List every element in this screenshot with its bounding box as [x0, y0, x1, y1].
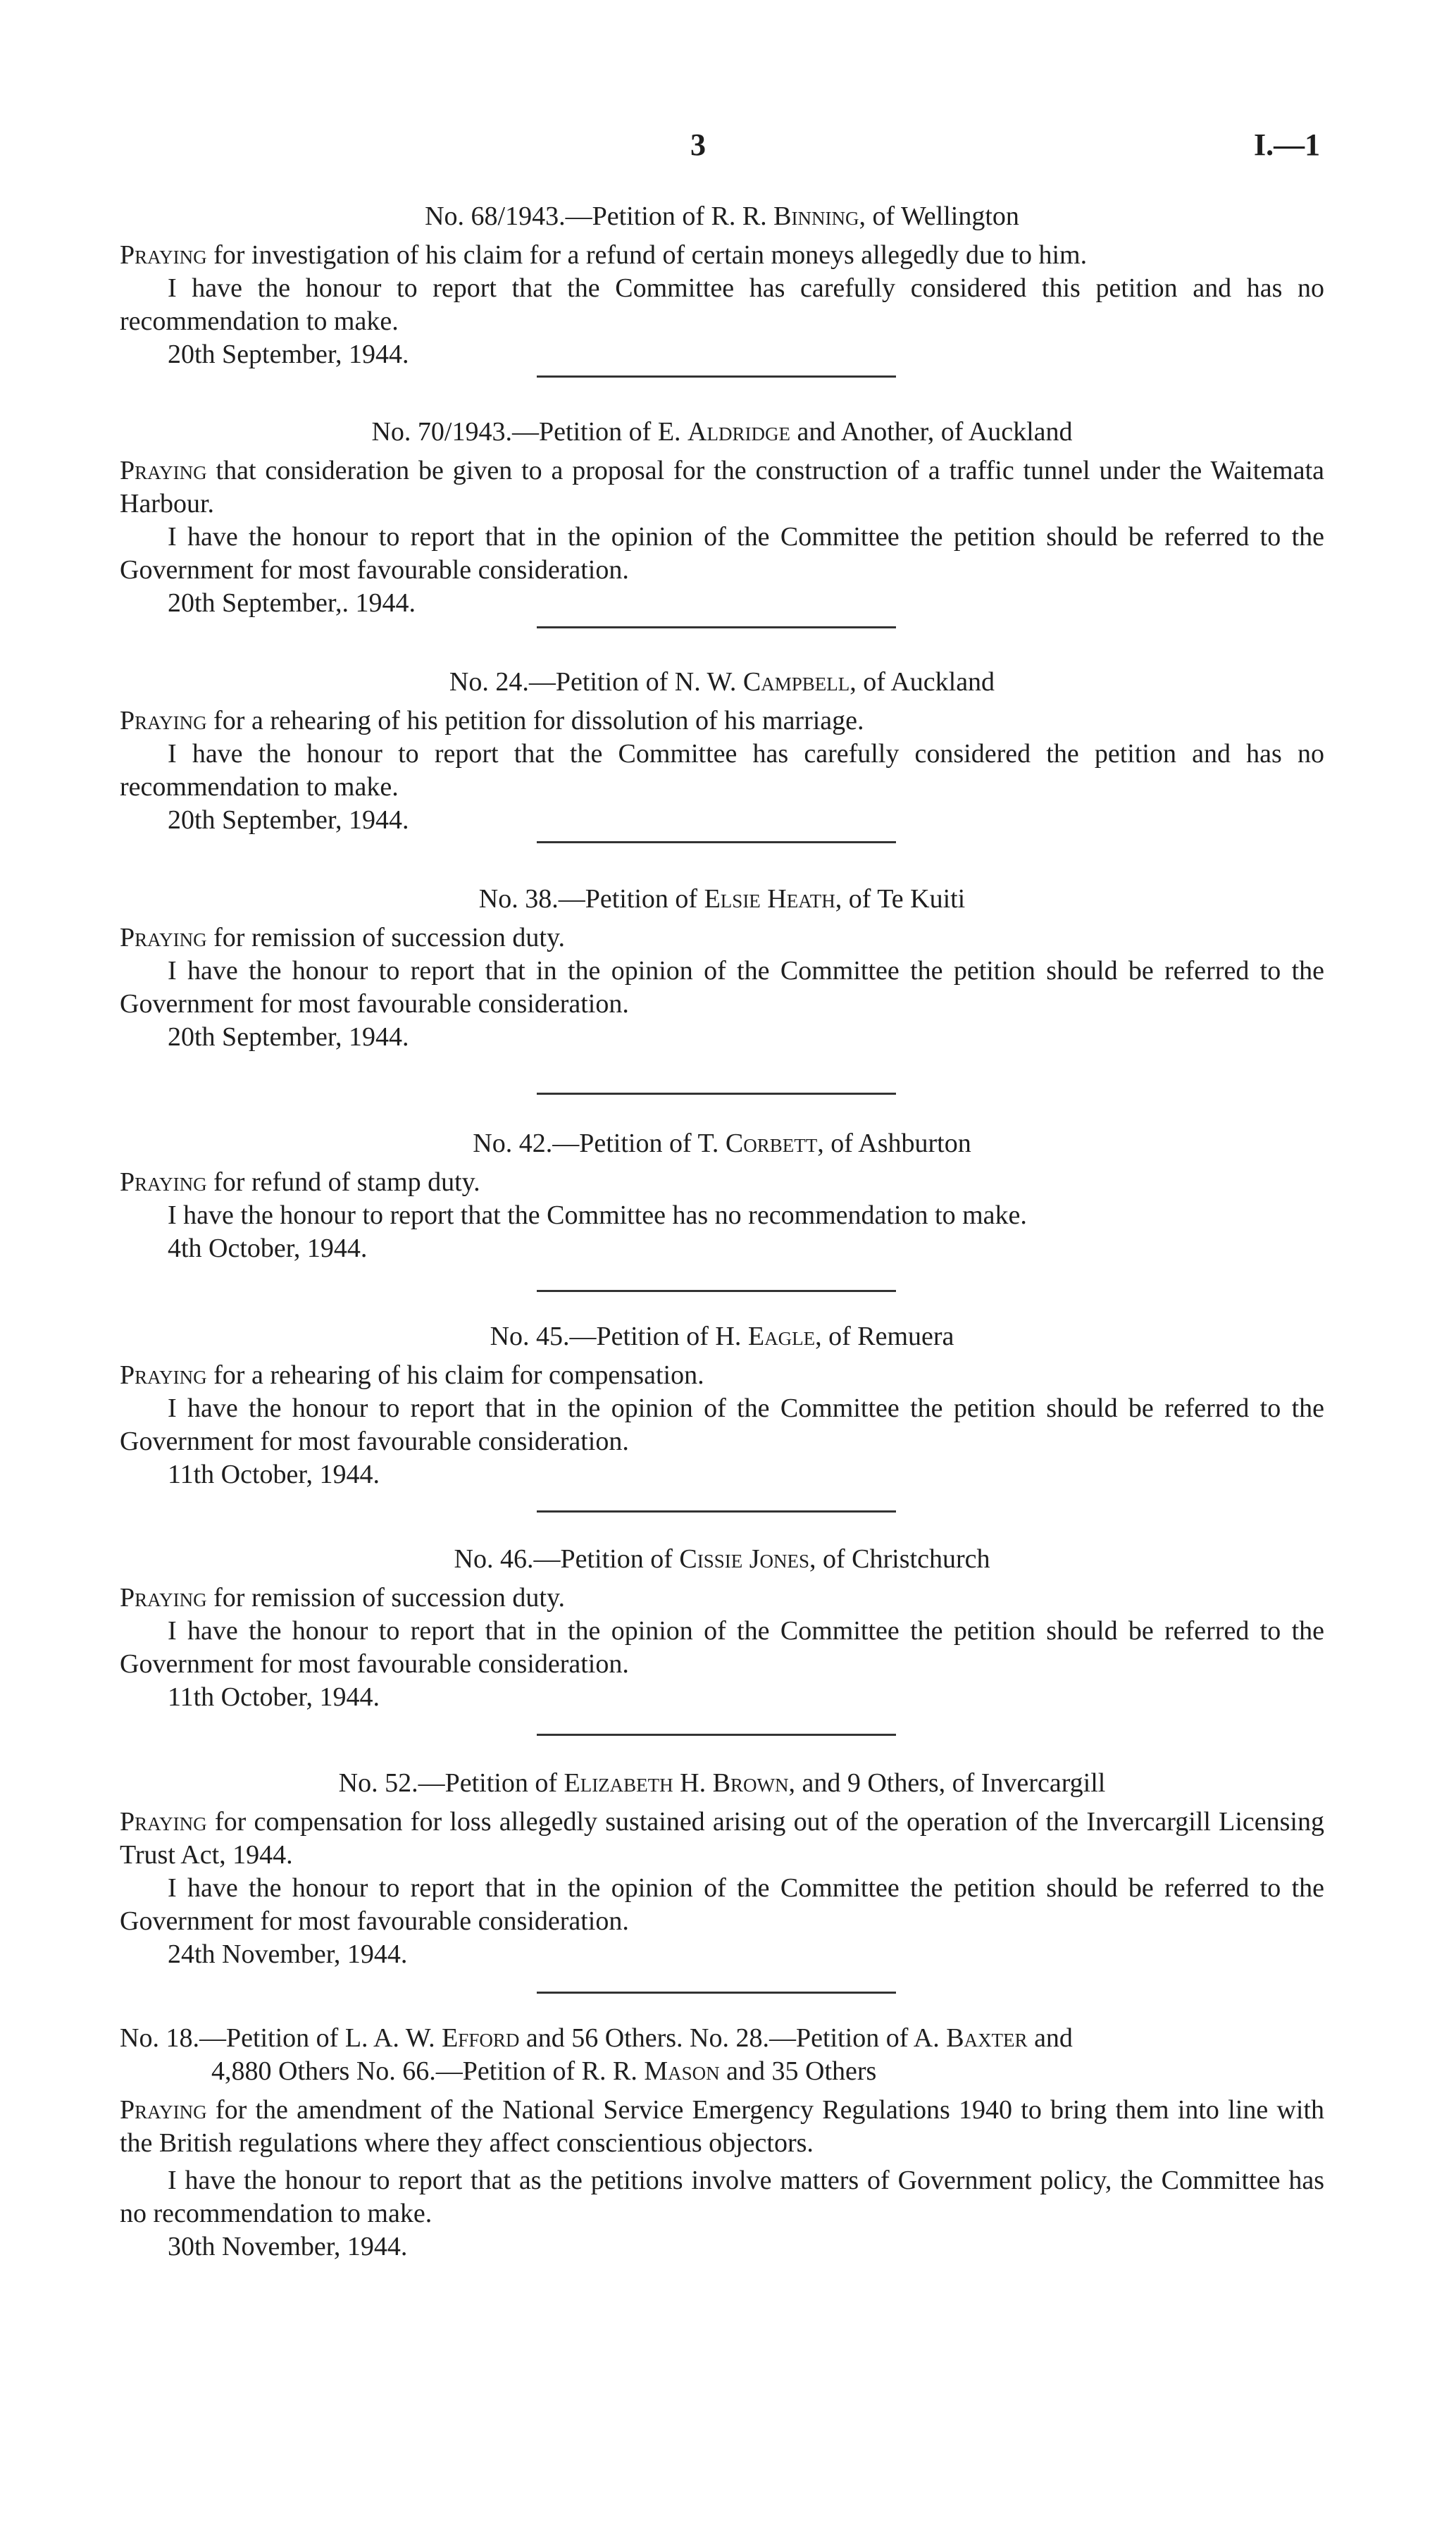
praying-paragraph [120, 454, 1324, 521]
report-date: 30th November, 1944. [168, 2232, 408, 2261]
petition-number: No. 45. [490, 1322, 570, 1351]
petition-heading [120, 1767, 1324, 1800]
praying-label: Praying [120, 1583, 207, 1613]
report-date: 20th September, 1944. [168, 340, 409, 369]
committee-report: I have the honour to report that as the petitions involve matters of Government policy, the Committee has no recommendation to make. [120, 2166, 1324, 2228]
committee-report: I have the honour to report that the Committee has no recommendation to make. [168, 1200, 1027, 1230]
petition-number: No. 46. [454, 1544, 534, 1574]
report-date: 20th September, 1944. [168, 805, 409, 835]
petitioner-name: Eagle [747, 1322, 816, 1351]
petition-number: No. 66. [356, 2056, 436, 2086]
petition-entry [120, 666, 1324, 837]
petition-location: , of Remuera [815, 1322, 954, 1351]
petition-others: 4,880 Others [211, 2056, 350, 2086]
petition-heading [120, 1543, 1324, 1576]
petition-others: and 35 Others [719, 2056, 877, 2086]
committee-report: I have the honour to report that in the opinion of the Committee the petition should be referred to the Government for most favourable consideration. [120, 1616, 1324, 1679]
praying-label: Praying [120, 1167, 207, 1197]
praying-text: for remission of succession duty. [206, 923, 565, 952]
praying-label: Praying [120, 240, 207, 270]
praying-paragraph [120, 239, 1324, 272]
petitioner-name: Elsie Heath [704, 884, 835, 914]
petition-title: —Petition of [558, 884, 704, 914]
praying-paragraph [120, 1359, 1324, 1392]
petition-number: No. 18. [120, 2023, 199, 2053]
praying-paragraph [120, 1806, 1324, 1872]
petition-title: —Petition of L. A. W. [199, 2023, 442, 2053]
section-divider [537, 1734, 896, 1736]
committee-report: I have the honour to report that the Committee has carefully considered the petition and has no recommendation to make. [120, 739, 1324, 802]
petition-heading [120, 416, 1324, 449]
petition-entry [120, 1543, 1324, 1714]
praying-paragraph [120, 1166, 1324, 1199]
praying-label: Praying [120, 2095, 207, 2125]
petition-entry [120, 416, 1324, 620]
praying-label: Praying [120, 706, 207, 735]
petition-number: No. 68/1943. [425, 201, 566, 231]
petitioner-name: Binning [773, 201, 859, 231]
report-date: 4th October, 1944. [168, 1234, 368, 1263]
petition-others: and [1027, 2023, 1073, 2053]
report-date: 11th October, 1944. [168, 1682, 380, 1712]
petition-number: No. 42. [473, 1129, 553, 1158]
heading-continuation [120, 2055, 1324, 2088]
petition-location: , of Auckland [850, 667, 995, 697]
petition-location: , and 9 Others, of Invercargill [788, 1768, 1106, 1798]
combined-petition-entry [120, 2022, 1324, 2264]
petitioner-name: Aldridge [687, 417, 790, 447]
praying-paragraph [120, 921, 1324, 955]
report-date: 24th November, 1944. [168, 1939, 408, 1969]
petition-entry [120, 1320, 1324, 1491]
petition-number: No. 38. [478, 884, 559, 914]
petition-heading [120, 200, 1324, 233]
petition-title: —Petition of [418, 1768, 564, 1798]
petitioner-name: Corbett [725, 1129, 818, 1158]
petitioner-name: Elizabeth H. Brown [564, 1768, 789, 1798]
petition-heading [120, 666, 1324, 699]
petition-title: —Petition of H. [569, 1322, 748, 1351]
section-divider [537, 375, 896, 378]
petition-title: —Petition of E. [511, 417, 688, 447]
praying-label: Praying [120, 456, 207, 485]
section-divider [537, 1290, 896, 1292]
page-number: 3 [690, 128, 706, 162]
petition-heading [120, 1127, 1324, 1160]
petition-entry [120, 1767, 1324, 1971]
report-date: 11th October, 1944. [168, 1460, 380, 1489]
praying-text: for refund of stamp duty. [206, 1167, 480, 1197]
petition-location: and Another, of Auckland [790, 417, 1073, 447]
petitioner-name: Campbell [742, 667, 850, 697]
petition-heading [120, 1320, 1324, 1353]
praying-text: that consideration be given to a proposal for the construction of a traffic tunnel under the Waitemata Harbour. [120, 456, 1324, 518]
petition-location: , of Te Kuiti [835, 884, 966, 914]
section-divider [537, 841, 896, 843]
document-reference: I.—1 [1254, 128, 1321, 162]
section-divider [537, 1093, 896, 1095]
petition-number: No. 70/1943. [371, 417, 512, 447]
petitioner-name: Cissie Jones [679, 1544, 810, 1574]
praying-label: Praying [120, 1807, 207, 1837]
combined-petition-heading [120, 2022, 1324, 2088]
petition-title: —Petition of T. [552, 1129, 726, 1158]
petition-number: No. 52. [338, 1768, 418, 1798]
praying-paragraph [120, 2094, 1324, 2160]
petitioner-name: Efford [442, 2023, 520, 2053]
praying-label: Praying [120, 1360, 207, 1390]
praying-paragraph [120, 1582, 1324, 1615]
section-divider [537, 1510, 896, 1513]
praying-text: for a rehearing of his petition for dissolution of his marriage. [206, 706, 864, 735]
petition-title: —Petition of R. R. [565, 201, 774, 231]
section-divider [537, 1992, 896, 1994]
praying-text: for remission of succession duty. [206, 1583, 565, 1613]
petition-title: —Petition of A. [769, 2023, 947, 2053]
petitioner-name: Baxter [946, 2023, 1028, 2053]
praying-text: for compensation for loss allegedly sustained arising out of the operation of the Invercargill Licensing Trust Act, 1944. [120, 1807, 1324, 1870]
petition-title: —Petition of N. W. [528, 667, 743, 697]
report-date: 20th September,. 1944. [168, 588, 416, 618]
praying-paragraph [120, 704, 1324, 738]
petition-title: —Petition of R. R. [435, 2056, 645, 2086]
committee-report: I have the honour to report that in the opinion of the Committee the petition should be referred to the Government for most favourable consideration. [120, 1873, 1324, 1936]
petition-location: , of Ashburton [817, 1129, 971, 1158]
petition-entry [120, 1127, 1324, 1265]
petition-number: No. 28. [690, 2023, 769, 2053]
petition-entry [120, 883, 1324, 1054]
petition-others: and 56 Others. [519, 2023, 683, 2053]
committee-report: I have the honour to report that in the opinion of the Committee the petition should be referred to the Government for most favourable consideration. [120, 1393, 1324, 1456]
committee-report: I have the honour to report that the Committee has carefully considered this petition and has no recommendation to make. [120, 273, 1324, 336]
petition-number: No. 24. [449, 667, 529, 697]
committee-report: I have the honour to report that in the opinion of the Committee the petition should be referred to the Government for most favourable consideration. [120, 956, 1324, 1019]
praying-text: for the amendment of the National Service Emergency Regulations 1940 to bring them into line with the British regulations where they affect conscientious objectors. [120, 2095, 1324, 2158]
report-date: 20th September, 1944. [168, 1022, 409, 1052]
petition-title: —Petition of [533, 1544, 680, 1574]
praying-label: Praying [120, 923, 207, 952]
section-divider [537, 626, 896, 628]
petition-entry [120, 200, 1324, 371]
petition-location: , of Wellington [859, 201, 1019, 231]
petition-heading [120, 883, 1324, 916]
praying-text: for investigation of his claim for a refund of certain moneys allegedly due to him. [206, 240, 1088, 270]
praying-text: for a rehearing of his claim for compensation. [206, 1360, 704, 1390]
petitioner-name: Mason [644, 2056, 720, 2086]
committee-report: I have the honour to report that in the opinion of the Committee the petition should be referred to the Government for most favourable consideration. [120, 522, 1324, 585]
petition-location: , of Christchurch [809, 1544, 990, 1574]
